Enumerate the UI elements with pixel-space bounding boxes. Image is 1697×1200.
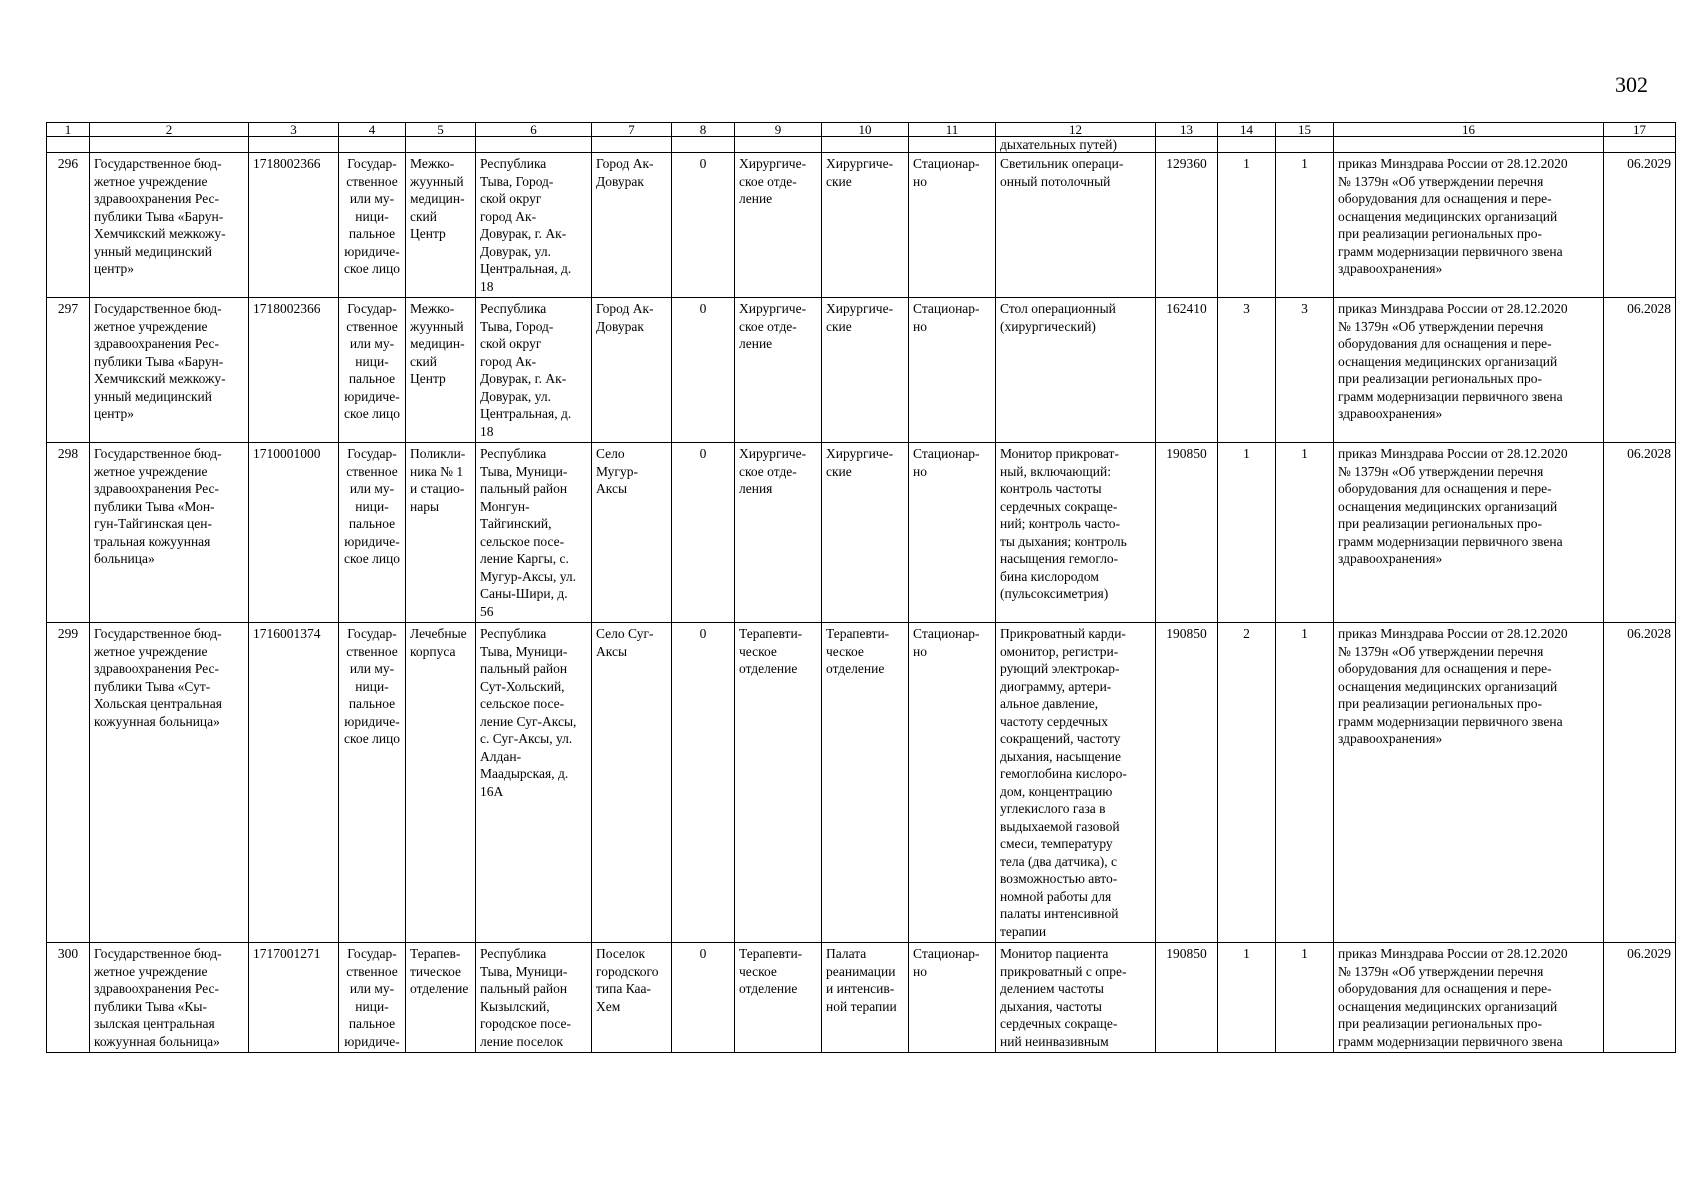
column-number-2: 2 bbox=[90, 123, 249, 137]
equipment-code: 190850 bbox=[1166, 946, 1207, 961]
column-8-value-cell bbox=[672, 623, 735, 943]
equipment-name: Стол операционный (хирургический) bbox=[1000, 301, 1116, 334]
inn-cell bbox=[249, 943, 339, 1053]
continuation-row bbox=[47, 137, 1676, 153]
table-row bbox=[47, 298, 1676, 443]
quantity-1-cell bbox=[1218, 443, 1276, 623]
department-cell bbox=[735, 443, 822, 623]
equipment-table bbox=[46, 122, 1676, 1053]
structural-unit-cell bbox=[406, 943, 476, 1053]
quantity-2: 1 bbox=[1301, 946, 1308, 961]
settlement: Поселок городского типа Каа- Хем bbox=[596, 946, 659, 1014]
quantity-2-cell bbox=[1276, 943, 1334, 1053]
care-form-cell bbox=[909, 153, 996, 298]
page-number: 302 bbox=[1615, 72, 1648, 97]
column-number-16: 16 bbox=[1334, 123, 1604, 137]
row-number-cell bbox=[47, 443, 90, 623]
profile-cell bbox=[822, 443, 909, 623]
organization-name-cell bbox=[90, 153, 249, 298]
address: Республика Тыва, Муници- пальный район Сут-Хольский, сельское посе- ление Суг-Аксы, с. Суг-Аксы, ул. Алдан- Маадырская, д. 16А bbox=[480, 626, 577, 799]
column-number-14: 14 bbox=[1218, 123, 1276, 137]
row-number: 298 bbox=[57, 446, 79, 461]
care-form-cell bbox=[909, 943, 996, 1053]
legal-entity-type: Государ- ственное или му- ници- пальное юридиче- ское лицо bbox=[343, 626, 401, 746]
column-8-value: 0 bbox=[699, 301, 707, 316]
care-form: Стационар- но bbox=[913, 626, 980, 659]
equipment-name-cell bbox=[996, 443, 1156, 623]
table-row bbox=[47, 153, 1676, 298]
column-number-13: 13 bbox=[1156, 123, 1218, 137]
settlement-cell bbox=[592, 943, 672, 1053]
organization-name: Государственное бюд- жетное учреждение здравоохранения Рес- публики Тыва «Барун- Хемчикский межкожу- унный медицинский центр» bbox=[94, 301, 226, 421]
row-number: 300 bbox=[57, 946, 79, 961]
settlement-cell bbox=[592, 153, 672, 298]
equipment-name: Монитор пациента прикроватный с опре- делением частоты дыхания, частоты сердечных сокраще- ний неинвазивным bbox=[1000, 946, 1127, 1049]
equipment-code: 129360 bbox=[1166, 156, 1207, 171]
inn-cell bbox=[249, 153, 339, 298]
column-8-value: 0 bbox=[699, 946, 707, 961]
equipment-name-cell bbox=[996, 623, 1156, 943]
quantity-1: 1 bbox=[1243, 946, 1250, 961]
deadline-date-cell bbox=[1604, 443, 1676, 623]
equipment-name-cell bbox=[996, 298, 1156, 443]
quantity-1-cell bbox=[1218, 153, 1276, 298]
equipment-name: Прикроватный карди- омонитор, регистри- рующий электрокар- диограмму, артери- альное давление, частоту сердечных сокращений, частоту дыхания, насыщение гемоглобина кислоро- дом, концентрацию углекислого газа в выдыхаемой газовой смеси, температуру тела (два датчика), с возможностью авто- номной работы для палаты интенсивной терапии bbox=[1000, 626, 1127, 939]
structural-unit-cell bbox=[406, 298, 476, 443]
quantity-2: 1 bbox=[1301, 446, 1308, 461]
address-cell bbox=[476, 298, 592, 443]
care-form: Стационар- но bbox=[913, 946, 980, 979]
equipment-name: Монитор прикроват- ный, включающий: контроль частоты сердечных сокраще- ний; контроль часто- ты дыхания; контроль насыщения гемогло- бина кислородом (пульсоксиметрия) bbox=[1000, 446, 1127, 601]
legal-basis: приказ Минздрава России от 28.12.2020 № 1379н «Об утверждении перечня оборудования для оснащения и пере- оснащения медицинских организаций при реализации региональных про- грамм модернизации первичного звена здравоохранения» bbox=[1338, 301, 1568, 421]
inn-cell bbox=[249, 298, 339, 443]
care-form-cell bbox=[909, 298, 996, 443]
row-number: 296 bbox=[57, 156, 79, 171]
legal-entity-type: Государ- ственное или му- ници- пальное юридиче- ское лицо bbox=[343, 446, 401, 566]
inn: 1717001271 bbox=[253, 946, 321, 961]
table-row bbox=[47, 443, 1676, 623]
legal-basis-cell bbox=[1334, 298, 1604, 443]
organization-name: Государственное бюд- жетное учреждение здравоохранения Рес- публики Тыва «Кы- зылская центральная кожуунная больница» bbox=[94, 946, 222, 1049]
row-number-cell bbox=[47, 298, 90, 443]
department: Хирургиче- ское отде- ления bbox=[739, 446, 807, 496]
deadline-date: 06.2028 bbox=[1627, 626, 1671, 641]
address-cell bbox=[476, 153, 592, 298]
column-8-value-cell bbox=[672, 443, 735, 623]
legal-basis: приказ Минздрава России от 28.12.2020 № 1379н «Об утверждении перечня оборудования для оснащения и пере- оснащения медицинских организаций при реализации региональных про- грамм модернизации первичного звена здравоохранения» bbox=[1338, 156, 1568, 276]
quantity-1: 1 bbox=[1243, 156, 1250, 171]
profile: Палата реанимации и интенсив- ной терапии bbox=[826, 946, 897, 1014]
care-form: Стационар- но bbox=[913, 446, 980, 479]
care-form-cell bbox=[909, 623, 996, 943]
legal-basis: приказ Минздрава России от 28.12.2020 № 1379н «Об утверждении перечня оборудования для оснащения и пере- оснащения медицинских организаций при реализации региональных про- грамм модернизации первичного звена bbox=[1338, 946, 1568, 1049]
address: Республика Тыва, Муници- пальный район Кызылский, городское посе- ление поселок bbox=[480, 946, 572, 1049]
equipment-name: Светильник операци- онный потолочный bbox=[1000, 156, 1124, 189]
equipment-code-cell bbox=[1156, 943, 1218, 1053]
deadline-date: 06.2028 bbox=[1627, 446, 1671, 461]
deadline-date-cell bbox=[1604, 298, 1676, 443]
address-cell bbox=[476, 623, 592, 943]
structural-unit: Межко- жуунный медицин- ский Центр bbox=[410, 156, 465, 241]
department: Терапевти- ческое отделение bbox=[739, 626, 803, 676]
deadline-date-cell bbox=[1604, 943, 1676, 1053]
column-8-value: 0 bbox=[699, 446, 707, 461]
equipment-code-cell bbox=[1156, 298, 1218, 443]
equipment-code: 190850 bbox=[1166, 626, 1207, 641]
quantity-1: 2 bbox=[1243, 626, 1250, 641]
table-row bbox=[47, 943, 1676, 1053]
column-8-value: 0 bbox=[699, 626, 707, 641]
column-8-value-cell bbox=[672, 943, 735, 1053]
settlement: Село Мугур- Аксы bbox=[596, 446, 638, 496]
address: Республика Тыва, Город- ской округ город Ак- Довурак, г. Ак- Довурак, ул. Центральная, д. 18 bbox=[480, 156, 572, 294]
settlement: Город Ак- Довурак bbox=[596, 156, 654, 189]
equipment-code: 162410 bbox=[1166, 301, 1207, 316]
row-number: 297 bbox=[57, 301, 79, 316]
equipment-name-cell bbox=[996, 943, 1156, 1053]
column-number-6: 6 bbox=[476, 123, 592, 137]
table-row bbox=[47, 623, 1676, 943]
settlement-cell bbox=[592, 298, 672, 443]
quantity-1-cell bbox=[1218, 298, 1276, 443]
care-form: Стационар- но bbox=[913, 301, 980, 334]
organization-name: Государственное бюд- жетное учреждение здравоохранения Рес- публики Тыва «Сут- Хольская центральная кожуунная больница» bbox=[94, 626, 222, 729]
column-number-4: 4 bbox=[339, 123, 406, 137]
row-number: 299 bbox=[57, 626, 79, 641]
equipment-code-cell bbox=[1156, 153, 1218, 298]
continuation-text: дыхательных путей) bbox=[996, 137, 1156, 153]
address-cell bbox=[476, 943, 592, 1053]
legal-entity-type-cell bbox=[339, 943, 406, 1053]
structural-unit-cell bbox=[406, 153, 476, 298]
legal-basis: приказ Минздрава России от 28.12.2020 № 1379н «Об утверждении перечня оборудования для оснащения и пере- оснащения медицинских организаций при реализации региональных про- грамм модернизации первичного звена здравоохранения» bbox=[1338, 626, 1568, 746]
quantity-1: 1 bbox=[1243, 446, 1250, 461]
column-number-10: 10 bbox=[822, 123, 909, 137]
profile-cell bbox=[822, 943, 909, 1053]
address: Республика Тыва, Муници- пальный район Монгун- Тайгинский, сельское посе- ление Каргы, с. Мугур-Аксы, ул. Саны-Шири, д. 56 bbox=[480, 446, 577, 619]
department-cell bbox=[735, 943, 822, 1053]
department-cell bbox=[735, 153, 822, 298]
department: Терапевти- ческое отделение bbox=[739, 946, 803, 996]
inn: 1718002366 bbox=[253, 301, 321, 316]
settlement-cell bbox=[592, 443, 672, 623]
column-number-12: 12 bbox=[996, 123, 1156, 137]
settlement: Село Суг- Аксы bbox=[596, 626, 654, 659]
column-number-8: 8 bbox=[672, 123, 735, 137]
legal-entity-type: Государ- ственное или му- ници- пальное юридиче- ское лицо bbox=[343, 156, 401, 276]
legal-basis: приказ Минздрава России от 28.12.2020 № 1379н «Об утверждении перечня оборудования для оснащения и пере- оснащения медицинских организаций при реализации региональных про- грамм модернизации первичного звена здравоохранения» bbox=[1338, 446, 1568, 566]
quantity-2-cell bbox=[1276, 153, 1334, 298]
equipment-name-cell bbox=[996, 153, 1156, 298]
structural-unit-cell bbox=[406, 443, 476, 623]
settlement-cell bbox=[592, 623, 672, 943]
legal-entity-type: Государ- ственное или му- ници- пальное юридиче- bbox=[344, 946, 400, 1049]
structural-unit: Лечебные корпуса bbox=[410, 626, 467, 659]
legal-entity-type-cell bbox=[339, 153, 406, 298]
profile: Терапевти- ческое отделение bbox=[826, 626, 890, 676]
organization-name-cell bbox=[90, 298, 249, 443]
deadline-date-cell bbox=[1604, 623, 1676, 943]
legal-entity-type: Государ- ственное или му- ници- пальное юридиче- ское лицо bbox=[343, 301, 401, 421]
department: Хирургиче- ское отде- ление bbox=[739, 156, 807, 206]
column-number-row bbox=[47, 123, 1676, 137]
column-8-value: 0 bbox=[699, 156, 707, 171]
profile: Хирургиче- ские bbox=[826, 156, 894, 189]
legal-entity-type-cell bbox=[339, 623, 406, 943]
column-number-15: 15 bbox=[1276, 123, 1334, 137]
inn-cell bbox=[249, 623, 339, 943]
equipment-code-cell bbox=[1156, 623, 1218, 943]
legal-basis-cell bbox=[1334, 153, 1604, 298]
profile: Хирургиче- ские bbox=[826, 446, 894, 479]
column-8-value-cell bbox=[672, 153, 735, 298]
quantity-2: 1 bbox=[1301, 156, 1308, 171]
structural-unit: Поликли- ника № 1 и стацио- нары bbox=[410, 446, 466, 514]
legal-entity-type-cell bbox=[339, 443, 406, 623]
inn-cell bbox=[249, 443, 339, 623]
quantity-1: 3 bbox=[1243, 301, 1250, 316]
column-number-9: 9 bbox=[735, 123, 822, 137]
deadline-date: 06.2029 bbox=[1627, 946, 1671, 961]
address: Республика Тыва, Город- ской округ город Ак- Довурак, г. Ак- Довурак, ул. Центральная, д. 18 bbox=[480, 301, 572, 439]
quantity-2: 3 bbox=[1301, 301, 1308, 316]
profile-cell bbox=[822, 153, 909, 298]
care-form: Стационар- но bbox=[913, 156, 980, 189]
column-number-5: 5 bbox=[406, 123, 476, 137]
quantity-1-cell bbox=[1218, 623, 1276, 943]
quantity-2: 1 bbox=[1301, 626, 1308, 641]
department: Хирургиче- ское отде- ление bbox=[739, 301, 807, 351]
column-number-1: 1 bbox=[47, 123, 90, 137]
structural-unit: Терапев- тическое отделение bbox=[410, 946, 469, 996]
deadline-date: 06.2028 bbox=[1627, 301, 1671, 316]
inn: 1716001374 bbox=[253, 626, 321, 641]
column-number-3: 3 bbox=[249, 123, 339, 137]
row-number-cell bbox=[47, 153, 90, 298]
column-number-7: 7 bbox=[592, 123, 672, 137]
department-cell bbox=[735, 623, 822, 943]
row-number-cell bbox=[47, 943, 90, 1053]
organization-name: Государственное бюд- жетное учреждение здравоохранения Рес- публики Тыва «Мон- гун-Тайгинская цен- тральная кожуунная больница» bbox=[94, 446, 222, 566]
profile-cell bbox=[822, 298, 909, 443]
equipment-code: 190850 bbox=[1166, 446, 1207, 461]
quantity-2-cell bbox=[1276, 623, 1334, 943]
legal-basis-cell bbox=[1334, 943, 1604, 1053]
inn: 1718002366 bbox=[253, 156, 321, 171]
settlement: Город Ак- Довурак bbox=[596, 301, 654, 334]
deadline-date-cell bbox=[1604, 153, 1676, 298]
inn: 1710001000 bbox=[253, 446, 321, 461]
structural-unit: Межко- жуунный медицин- ский Центр bbox=[410, 301, 465, 386]
row-number-cell bbox=[47, 623, 90, 943]
legal-entity-type-cell bbox=[339, 298, 406, 443]
quantity-2-cell bbox=[1276, 298, 1334, 443]
column-number-17: 17 bbox=[1604, 123, 1676, 137]
care-form-cell bbox=[909, 443, 996, 623]
profile-cell bbox=[822, 623, 909, 943]
equipment-code-cell bbox=[1156, 443, 1218, 623]
legal-basis-cell bbox=[1334, 443, 1604, 623]
organization-name-cell bbox=[90, 443, 249, 623]
legal-basis-cell bbox=[1334, 623, 1604, 943]
column-8-value-cell bbox=[672, 298, 735, 443]
quantity-2-cell bbox=[1276, 443, 1334, 623]
quantity-1-cell bbox=[1218, 943, 1276, 1053]
department-cell bbox=[735, 298, 822, 443]
organization-name-cell bbox=[90, 623, 249, 943]
organization-name: Государственное бюд- жетное учреждение здравоохранения Рес- публики Тыва «Барун- Хемчикский межкожу- унный медицинский центр» bbox=[94, 156, 226, 276]
profile: Хирургиче- ские bbox=[826, 301, 894, 334]
organization-name-cell bbox=[90, 943, 249, 1053]
structural-unit-cell bbox=[406, 623, 476, 943]
deadline-date: 06.2029 bbox=[1627, 156, 1671, 171]
address-cell bbox=[476, 443, 592, 623]
column-number-11: 11 bbox=[909, 123, 996, 137]
